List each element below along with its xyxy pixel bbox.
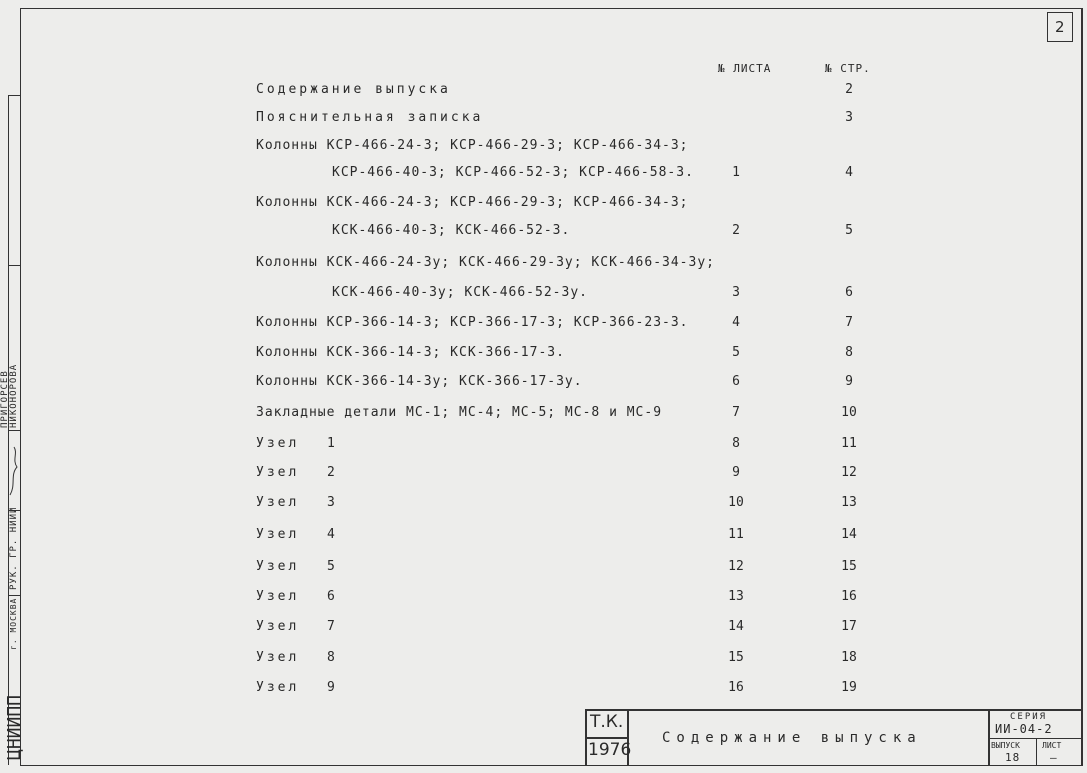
contents-title: Содержание выпуска bbox=[256, 82, 451, 97]
note-page: 3 bbox=[845, 110, 853, 125]
node-sheet-7: 14 bbox=[728, 619, 744, 634]
title-block-divider-h bbox=[585, 737, 629, 739]
node-sheet-2: 9 bbox=[732, 465, 740, 480]
node-sheet-3: 10 bbox=[728, 495, 744, 510]
col-page-header: № СТР. bbox=[825, 62, 871, 75]
entry-4-page: 7 bbox=[845, 315, 853, 330]
node-sheet-1: 8 bbox=[732, 436, 740, 451]
frame-right bbox=[1081, 8, 1083, 766]
entry-1-line-2: КСР-466-40-3; КСР-466-52-3; КСР-466-58-3. bbox=[332, 165, 694, 180]
title-block-divider-3 bbox=[1036, 738, 1037, 765]
note-title: Пояснительная записка bbox=[256, 110, 484, 125]
node-sheet-5: 12 bbox=[728, 559, 744, 574]
entry-2-sheet: 2 bbox=[732, 223, 740, 238]
stamp-title: Содержание выпуска bbox=[662, 730, 922, 746]
entry-7-line-1: Закладные детали МС-1; МС-4; МС-5; МС-8 и МС-9 bbox=[256, 405, 663, 420]
node-page-8: 18 bbox=[841, 650, 857, 665]
stamp-tk: Т.К. bbox=[590, 712, 624, 732]
entry-2-line-2: КСК-466-40-3; КСК-466-52-3. bbox=[332, 223, 571, 238]
node-page-4: 14 bbox=[841, 527, 857, 542]
side-strip-top bbox=[8, 95, 20, 96]
node-sheet-4: 11 bbox=[728, 527, 744, 542]
side-city: г. МОСКВА bbox=[9, 597, 18, 650]
entry-2-line-1: Колонны КСК-466-24-3; КСР-466-29-3; КСР-466-34-3; bbox=[256, 195, 689, 210]
side-org: ЦНИИПП bbox=[4, 694, 25, 760]
node-number-9: 9 bbox=[327, 680, 336, 695]
entry-5-line-1: Колонны КСК-366-14-3; КСК-366-17-3. bbox=[256, 345, 565, 360]
node-page-7: 17 bbox=[841, 619, 857, 634]
stamp-year: 1976 bbox=[588, 740, 632, 760]
node-label-2: Узел bbox=[256, 465, 300, 480]
sheet-number-box bbox=[1047, 12, 1073, 42]
entry-3-line-2: КСК-466-40-3у; КСК-466-52-3у. bbox=[332, 285, 588, 300]
entry-3-sheet: 3 bbox=[732, 285, 740, 300]
node-sheet-9: 16 bbox=[728, 680, 744, 695]
entry-6-line-1: Колонны КСК-366-14-3у; КСК-366-17-3у. bbox=[256, 374, 583, 389]
node-page-3: 13 bbox=[841, 495, 857, 510]
entry-5-page: 8 bbox=[845, 345, 853, 360]
entry-6-sheet: 6 bbox=[732, 374, 740, 389]
entry-4-line-1: Колонны КСР-366-14-3; КСР-366-17-3; КСР-366-23-3. bbox=[256, 315, 689, 330]
entry-7-page: 10 bbox=[841, 405, 857, 420]
node-number-4: 4 bbox=[327, 527, 336, 542]
entry-3-page: 6 bbox=[845, 285, 853, 300]
node-label-5: Узел bbox=[256, 559, 300, 574]
signature-icon bbox=[8, 445, 20, 500]
node-label-7: Узел bbox=[256, 619, 300, 634]
side-strip-divider-1 bbox=[8, 265, 20, 266]
node-label-6: Узел bbox=[256, 589, 300, 604]
contents-page: 2 bbox=[845, 82, 853, 97]
node-number-8: 8 bbox=[327, 650, 336, 665]
side-name-2: ПРИГОРСЕВ bbox=[0, 370, 10, 428]
node-page-5: 15 bbox=[841, 559, 857, 574]
stamp-series-label: СЕРИЯ bbox=[1010, 712, 1048, 722]
node-number-3: 3 bbox=[327, 495, 336, 510]
node-label-3: Узел bbox=[256, 495, 300, 510]
title-block-top bbox=[585, 709, 1082, 711]
entry-3-line-1: Колонны КСК-466-24-3у; КСК-466-29-3у; КСК-466-34-3у; bbox=[256, 255, 715, 270]
title-block-divider-h2 bbox=[988, 738, 1082, 739]
stamp-series-value: ИИ-04-2 bbox=[995, 722, 1053, 736]
side-strip-divider-4 bbox=[8, 595, 20, 596]
node-page-1: 11 bbox=[841, 436, 857, 451]
node-number-1: 1 bbox=[327, 436, 336, 451]
node-label-4: Узел bbox=[256, 527, 300, 542]
node-label-1: Узел bbox=[256, 436, 300, 451]
entry-7-sheet: 7 bbox=[732, 405, 740, 420]
col-sheet-header: № ЛИСТА bbox=[718, 62, 772, 75]
entry-1-page: 4 bbox=[845, 165, 853, 180]
stamp-issue-label: ВЫПУСК bbox=[991, 741, 1020, 750]
node-sheet-6: 13 bbox=[728, 589, 744, 604]
frame-top bbox=[20, 8, 1082, 9]
title-block-divider-2 bbox=[988, 709, 990, 765]
entry-1-sheet: 1 bbox=[732, 165, 740, 180]
node-page-6: 16 bbox=[841, 589, 857, 604]
frame-left bbox=[20, 8, 21, 766]
node-label-9: Узел bbox=[256, 680, 300, 695]
side-role: РУК. ГР. НИИИ bbox=[9, 506, 19, 590]
node-sheet-8: 15 bbox=[728, 650, 744, 665]
stamp-list-value: — bbox=[1050, 751, 1058, 764]
node-number-5: 5 bbox=[327, 559, 336, 574]
entry-5-sheet: 5 bbox=[732, 345, 740, 360]
entry-2-page: 5 bbox=[845, 223, 853, 238]
node-label-8: Узел bbox=[256, 650, 300, 665]
side-name-1: НИКОНОРОВА bbox=[9, 363, 19, 428]
stamp-list-label: ЛИСТ bbox=[1042, 741, 1062, 750]
node-page-2: 12 bbox=[841, 465, 857, 480]
node-number-2: 2 bbox=[327, 465, 336, 480]
entry-4-sheet: 4 bbox=[732, 315, 740, 330]
side-strip-divider-2 bbox=[8, 430, 20, 431]
node-number-6: 6 bbox=[327, 589, 336, 604]
frame-bottom bbox=[20, 765, 1082, 766]
entry-6-page: 9 bbox=[845, 374, 853, 389]
stamp-issue-value: 18 bbox=[1005, 751, 1021, 764]
node-number-7: 7 bbox=[327, 619, 336, 634]
node-page-9: 19 bbox=[841, 680, 857, 695]
sheet-number: 2 bbox=[1055, 18, 1066, 36]
entry-1-line-1: Колонны КСР-466-24-3; КСР-466-29-3; КСР-466-34-3; bbox=[256, 138, 689, 153]
